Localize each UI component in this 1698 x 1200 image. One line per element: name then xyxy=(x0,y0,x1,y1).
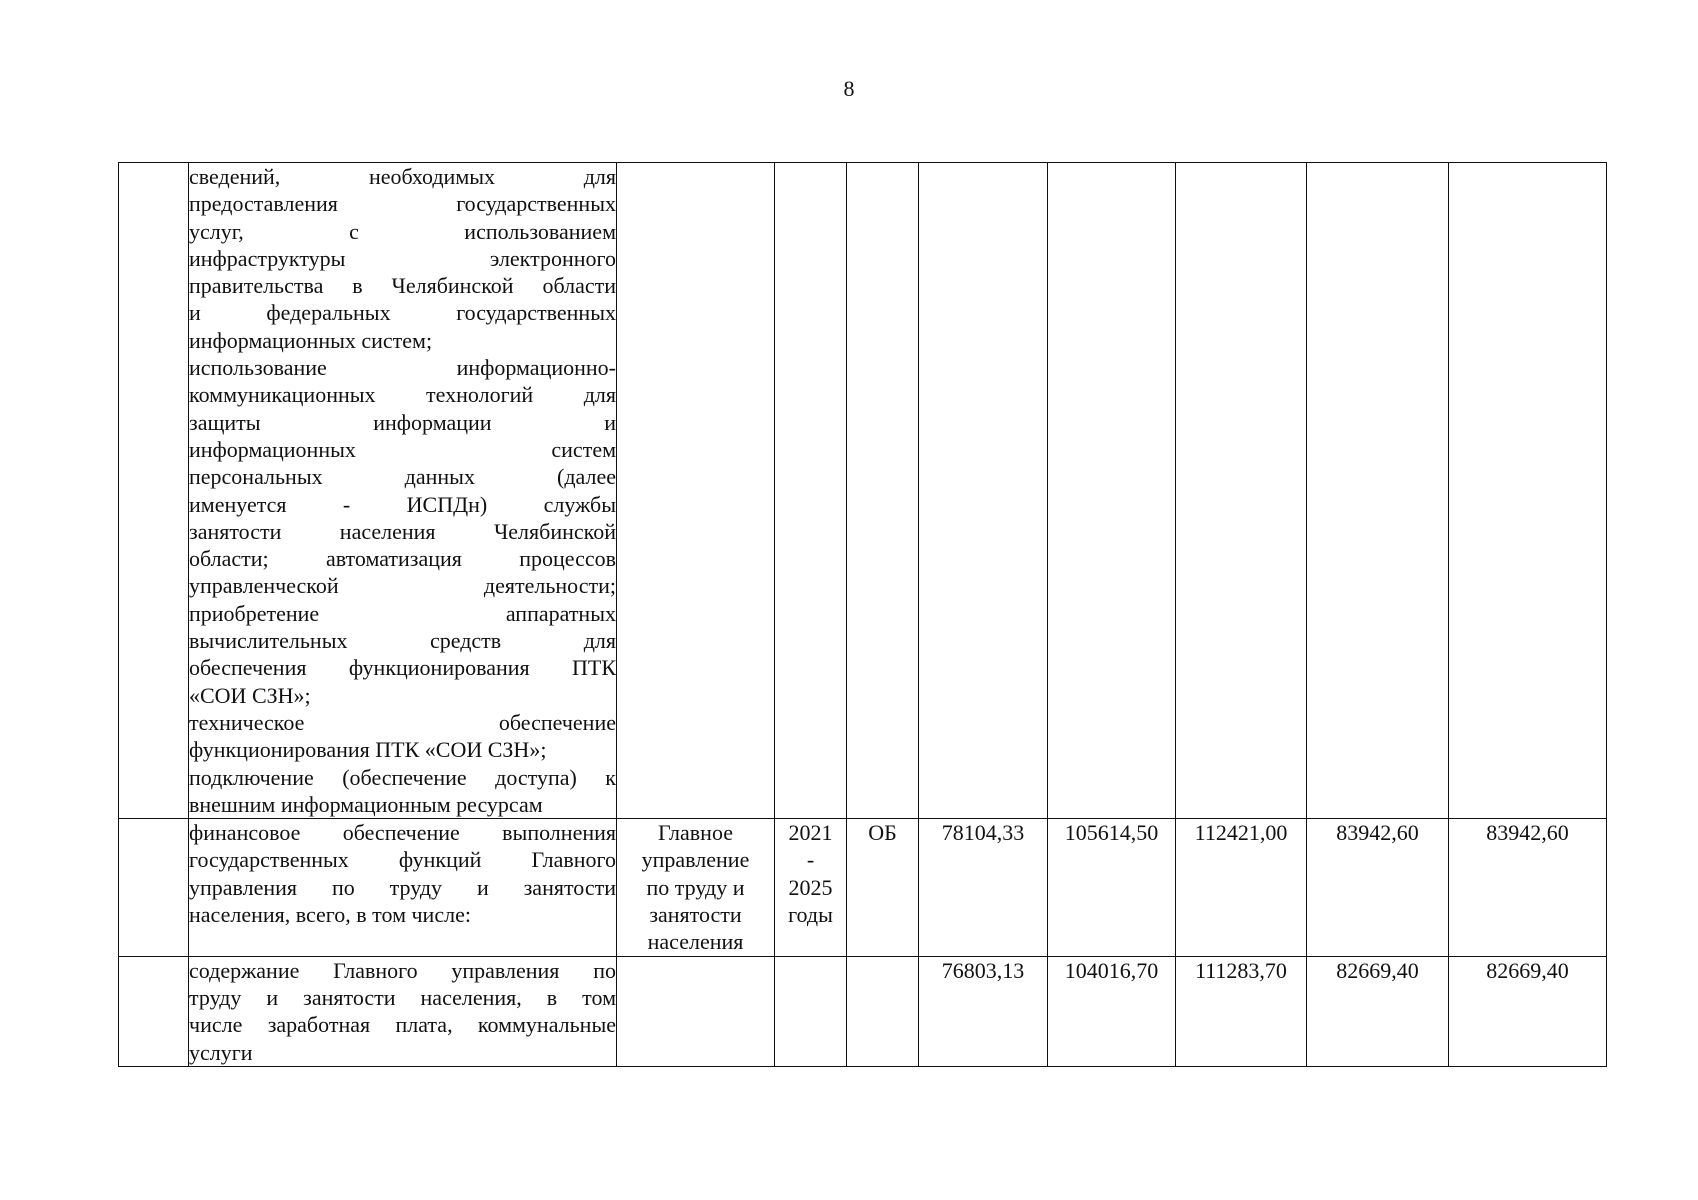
period-cell xyxy=(775,163,847,819)
source-cell xyxy=(847,956,919,1066)
description-line: обеспечения функционирования ПТК xyxy=(189,655,616,681)
value-cell: 111283,70 xyxy=(1176,956,1307,1066)
period-cell xyxy=(775,819,847,956)
description-line: «СОИ СЗН»; xyxy=(189,682,311,708)
executor-line: занятости xyxy=(649,902,742,928)
value-cell: 104016,70 xyxy=(1048,956,1176,1066)
executor-line: населения xyxy=(647,929,744,955)
description-line: функционирования ПТК «СОИ СЗН»; xyxy=(189,737,547,763)
executor-line: управление xyxy=(641,847,750,873)
description-line: подключение (обеспечение доступа) к xyxy=(189,764,616,790)
description-line: финансовое обеспечение выполнения xyxy=(189,820,616,846)
description-line: труду и занятости населения, в том xyxy=(189,984,616,1010)
description-cell xyxy=(189,163,617,819)
value-cell: 82669,40 xyxy=(1449,956,1607,1066)
executor-cell xyxy=(617,163,775,819)
value-cell: 112421,00 xyxy=(1176,819,1307,956)
description-line: именуется - ИСПДн) службы xyxy=(189,491,616,517)
table-row xyxy=(119,819,1607,956)
description-line: числе заработная плата, коммунальные xyxy=(189,1012,616,1038)
value-cell: 105614,50 xyxy=(1048,819,1176,956)
description-line: информационных систем; xyxy=(189,327,433,353)
description-line: инфраструктуры электронного xyxy=(189,245,616,271)
description-line: управленческой деятельности; xyxy=(189,573,616,599)
table-row xyxy=(119,956,1607,1066)
description-line: защиты информации и xyxy=(189,409,616,435)
description-line: правительства в Челябинской области xyxy=(189,273,616,299)
value-cell xyxy=(919,163,1048,819)
description-line: информационных систем xyxy=(189,436,616,462)
description-line: внешним информационным ресурсам xyxy=(189,791,543,817)
description-line: и федеральных государственных xyxy=(189,300,616,326)
row-number-cell xyxy=(119,956,189,1066)
value-cell: 78104,33 xyxy=(919,819,1048,956)
page-number: 8 xyxy=(843,76,855,101)
table-row xyxy=(119,163,1607,819)
description-line: занятости населения Челябинской xyxy=(189,518,616,544)
value-cell xyxy=(1176,163,1307,819)
description-line: услуг, с использованием xyxy=(189,218,616,244)
period-line: - xyxy=(806,847,815,873)
value-cell: 83942,60 xyxy=(1307,819,1449,956)
source-cell xyxy=(847,163,919,819)
executor-line: Главное xyxy=(657,820,733,846)
description-line: населения, всего, в том числе: xyxy=(189,902,471,928)
description-line: управления по труду и занятости xyxy=(189,874,616,900)
period-line: годы xyxy=(788,902,833,928)
executor-cell xyxy=(617,819,775,956)
description-line: вычислительных средств для xyxy=(189,628,616,654)
row-number-cell xyxy=(119,163,189,819)
value-cell xyxy=(1048,163,1176,819)
description-line: техническое обеспечение xyxy=(189,709,616,735)
description-line: сведений, необходимых для xyxy=(189,164,616,189)
value-cell xyxy=(1449,163,1607,819)
description-line: услуги xyxy=(189,1039,253,1065)
description-line: коммуникационных технологий для xyxy=(189,382,616,408)
value-cell xyxy=(1307,163,1449,819)
row-number-cell xyxy=(119,819,189,956)
period-line: 2025 xyxy=(788,874,833,900)
period-line: 2021 xyxy=(788,820,833,846)
source-cell: ОБ xyxy=(847,819,919,956)
value-cell: 83942,60 xyxy=(1449,819,1607,956)
description-line: содержание Главного управления по xyxy=(189,957,616,983)
period-cell xyxy=(775,956,847,1066)
value-cell: 76803,13 xyxy=(919,956,1048,1066)
description-line: использование информационно- xyxy=(189,355,616,381)
description-line: области; автоматизация процессов xyxy=(189,546,616,572)
description-cell xyxy=(189,956,617,1066)
value-cell: 82669,40 xyxy=(1307,956,1449,1066)
description-cell xyxy=(189,819,617,956)
budget-table xyxy=(118,162,1607,1067)
description-line: предоставления государственных xyxy=(189,191,616,217)
description-line: приобретение аппаратных xyxy=(189,600,616,626)
description-line: персональных данных (далее xyxy=(189,464,616,490)
description-line: государственных функций Главного xyxy=(189,847,616,873)
executor-line: по труду и xyxy=(646,874,745,900)
executor-cell xyxy=(617,956,775,1066)
